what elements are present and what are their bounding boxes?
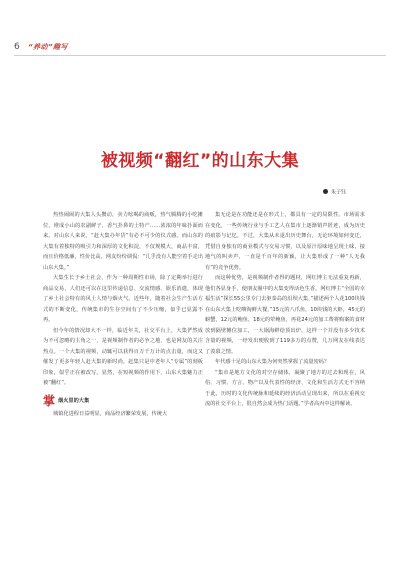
paragraph: 年代感十足的山东大集为何突然掌握了流量密码？	[215, 359, 330, 365]
article-title: 被视频“翻红”的山东大集	[100, 151, 300, 171]
page-number: 6	[14, 42, 20, 52]
paragraph: 城镇化进程日益明显，商品经济繁荣发展，传统大	[53, 410, 168, 417]
paragraph: 集无论是在功能还是在形式上，都具有一定的局限性。市场需求在变化，一些传统行业与手工艺人在集市上逐渐销声匿迹，成为历史的痕影与记忆。不过，大集从未退出历史舞台，无论环境如何变迁，凭借自身独有的商业模式与交易习惯，以及原汁原味地呈现土味，接地气的叫卖声，一直是千百年的新颖，让大集形成了一种“人无我有”的竞争优势。	[205, 212, 365, 271]
header-divider	[14, 55, 386, 56]
left-column	[43, 210, 203, 419]
paragraph: 而这种优势，是视频制作者得的题材，网红博主无法重复再新，他们各显身手，使朋友圈中的大集变得活色生香。网红博主“全国的幸福生活”探长55公里专门去驱泰岛的沿坝大集，”描述两个人花100块钱在山东大集上吃嗨淘鲜大餐，”15元的八爪鱼，10块钱的大虾，45元的螃蟹，12元的鲍鱼，18元的荤鲍鱼，再花24元的加工费将购案的食材放到隔壁摊位加工，一大锅海鲜给顶出炉。这样一个并没有多少技术含量的视频，一经发出便收到了119多万的点赞，几万网友在线表达了羡慕之情。	[205, 275, 365, 355]
paragraph: 但今年的情况却大不一样，临近年关，社交平台上，大集俨然成为不可忽略的主角之一，是视频制作者的必争之地，也是网友的关注热点。一个大集的视频，动辄可以获得百万千万计的点击量，而这又催发了更多年轻人赶大集的新时尚。赶集只是中老年人“专属”的刻板印象，似乎正在被改写。显然，在短视频的作用下，山东大集魅力正被“翻红”。	[43, 327, 203, 386]
subheading-text: 烟火里的大集	[58, 397, 90, 404]
subheading	[43, 393, 203, 409]
section-title: “养动”趣写	[28, 43, 69, 51]
right-column	[205, 210, 365, 410]
paragraph: 热热闹闹的大集人头攒动，卖力吆喝的商贩，热气腾腾的小吃摊位，堆成小山的农副鲜子，香气扑鼻的土特产……浓浓的年味扑面而来。对山东人来说，“赶大集办年货”有必不可少的仪式感。而山东的大集有着独特的吸引力和深厚的文化积淀，不仅规模大，商品丰富，而且价格低廉，性价比高，网友纷纷调侃：“几乎没有人能空着手走出山东大集。”	[43, 212, 203, 271]
byline	[323, 189, 346, 196]
author-name: 朱子钰	[330, 189, 346, 196]
bullet-dot-icon	[323, 189, 328, 194]
paragraph: 大集生长于乡土社会，作为一种周期性市场，除了定期举行进行商品交易，人们还可以在这里传递信息、交流情感、娱乐消遣，体现了乡土社会特有的风土人情与烟火气。近些年，随着社会生产生活方式的不断变化，传统集市的生存空间有了不少压缩，似乎已显露不再。	[43, 275, 203, 323]
subheading-glyph: 掌	[43, 393, 56, 408]
paragraph: “集市是地方文化的对空存储体，凝聚了地方的过去和现在，风俗、习惯、方言、物产以及代表性的经济、文化和生活方式无不容纳于此，历时的文化传统脉和延续的经济活动呈现出来，所以在重视交流的社交平台上，很自然会成为热门话题。”学者高丙中这样解读。	[205, 369, 365, 407]
